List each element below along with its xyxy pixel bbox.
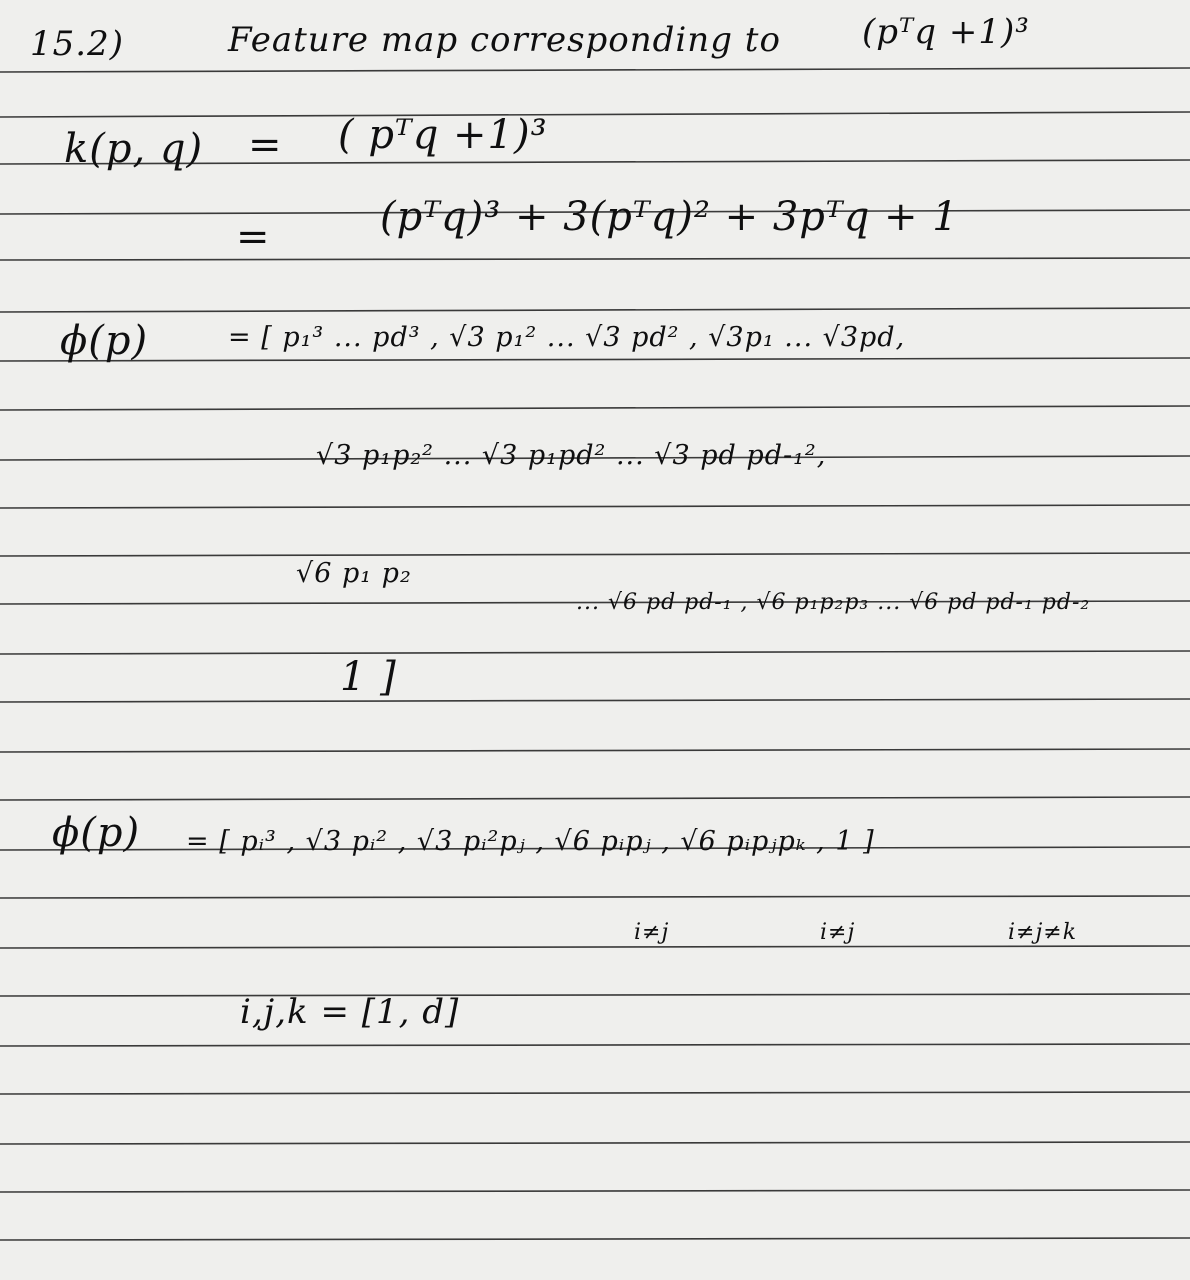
heading-expression: (pᵀq +1)³ — [862, 12, 1030, 52]
feature-map-line-3a: √6 p₁ p₂ — [296, 558, 412, 589]
feature-map-lhs-1: ϕ(p) — [60, 318, 149, 364]
condition-i-neq-j-2: i≠j — [820, 920, 856, 945]
condition-i-neq-j-1: i≠j — [634, 920, 670, 945]
heading-title: Feature map corresponding to — [228, 20, 781, 60]
feature-map-lhs-2: ϕ(p) — [52, 810, 141, 856]
kernel-expanded: (pᵀq)³ + 3(pᵀq)² + 3pᵀq + 1 — [380, 194, 959, 240]
kernel-equals: = — [248, 122, 283, 168]
index-range: i,j,k = [1, d] — [240, 992, 460, 1032]
feature-map-line-2: √3 p₁p₂² ... √3 p₁pd² ... √3 pd pd-₁², — [316, 440, 827, 471]
feature-map-line-4: 1 ] — [340, 654, 397, 700]
condition-i-neq-j-neq-k: i≠j≠k — [1008, 920, 1078, 945]
feature-map-compact: = [ pᵢ³ , √3 pᵢ² , √3 pᵢ²pⱼ , √6 pᵢpⱼ , √6 pᵢpⱼpₖ , 1 ] — [186, 826, 875, 857]
expanded-equals: = — [236, 214, 271, 260]
feature-map-line-1: = [ p₁³ ... pd³ , √3 p₁² ... √3 pd² , √3p₁ ... √3pd, — [228, 322, 906, 353]
kernel-lhs: k(p, q) — [64, 126, 204, 172]
question-number: 15.2) — [30, 24, 124, 64]
feature-map-line-3b: ... √6 pd pd-₁ , √6 p₁p₂p₃ ... √6 pd pd-₁ pd-₂ — [576, 590, 1091, 615]
kernel-rhs: ( pᵀq +1)³ — [338, 112, 548, 158]
